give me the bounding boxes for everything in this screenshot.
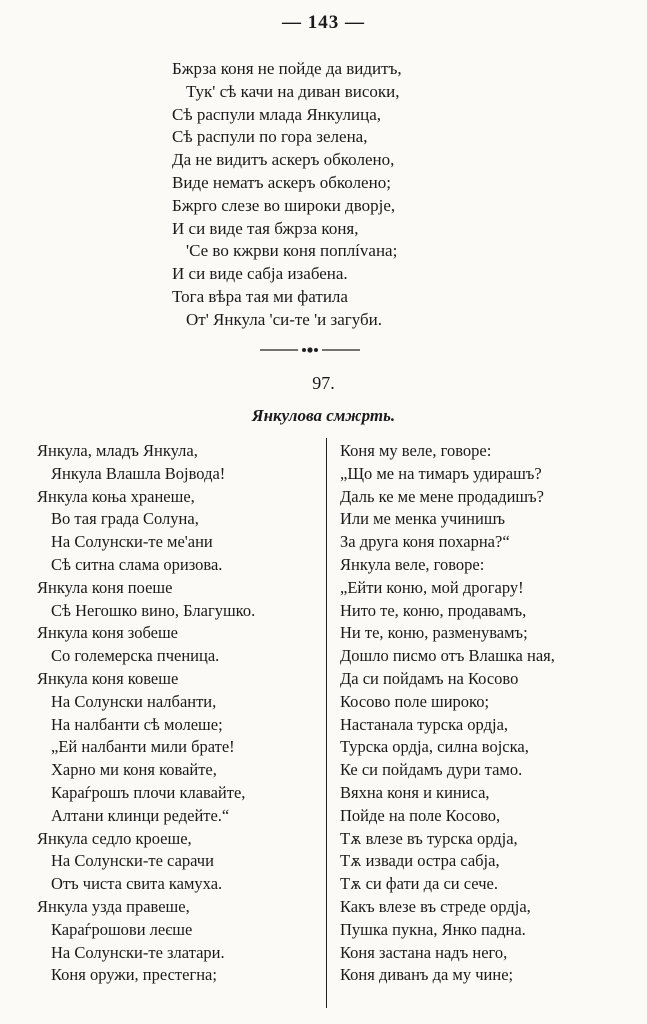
- verse-line: Настанала турска ордја,: [340, 714, 509, 734]
- verse-line: Отъ чиста свита камуха.: [51, 874, 223, 894]
- verse-line: Тѫ извади остра сабја,: [340, 851, 500, 871]
- verse-line: „Ейти коню, мой дрогару!: [340, 577, 524, 597]
- song-title: Янкулова смжрть.: [251, 406, 396, 425]
- verse-line: Караѓрошъ плочи клавайте,: [51, 782, 246, 802]
- verse-line: Янкула Влашла Војвода!: [51, 463, 226, 483]
- verse-line: Бжрза коня не пойде да видитъ,: [172, 59, 402, 78]
- verse-line: И си виде тая бжрза коня,: [172, 218, 359, 238]
- verse-line: За друга коня похарна?“: [340, 532, 510, 552]
- verse-line: Пойде на поле Косово,: [340, 805, 501, 825]
- verse-line: Ке си пойдамъ дури тамо.: [340, 760, 523, 780]
- verse-line: Ни те, коню, разменувамъ;: [340, 623, 528, 643]
- verse-line: Янкула седло кроеше,: [37, 828, 192, 848]
- verse-line: Коня диванъ да му чине;: [340, 965, 514, 985]
- verse-line: Со големерска пченица.: [51, 646, 220, 666]
- verse-line: Янкула коня поеше: [37, 577, 173, 597]
- verse-line: Сѣ распули млада Янкулица,: [172, 104, 382, 124]
- verse-line: Алтани клинци редейте.“: [51, 805, 230, 825]
- verse-line: Янкула коня зобеше: [37, 623, 178, 643]
- verse-line: Коня оружи, престегна;: [51, 965, 217, 985]
- verse-line: Нито те, коню, продавамъ,: [340, 600, 527, 620]
- verse-line: Во тая града Солуна,: [51, 509, 199, 529]
- verse-line: На Солунски-те златари.: [51, 942, 225, 962]
- verse-line: Караѓрошови леєше: [51, 919, 193, 939]
- verse-line: Тѫ влезе въ турска ордја,: [340, 828, 518, 848]
- verse-line: Да си пойдамъ на Косово: [340, 668, 519, 688]
- verse-line: „Ей налбанти мили брате!: [51, 737, 235, 757]
- verse-line: 'Се во кжрви коня поплívана;: [186, 241, 398, 261]
- verse-line: На Солунски-те ме'ани: [51, 532, 213, 552]
- verse-line: Янкула веле, говоре:: [340, 554, 485, 574]
- verse-line: Сѣ ситна слама оризова.: [51, 554, 223, 574]
- verse-line: Сѣ Негошко вино, Благушко.: [51, 600, 256, 620]
- left-verse-column: [37, 440, 255, 987]
- verse-line: И си виде сабја изабена.: [172, 264, 348, 284]
- song-number: 97.: [312, 373, 335, 393]
- verse-line: Тук' сѣ качи на диван високи,: [186, 81, 400, 101]
- verse-line: Тога вѣра тая ми фатила: [172, 286, 348, 306]
- verse-line: Харно ми коня ковайте,: [51, 760, 217, 780]
- verse-line: Турска ордја, силна војска,: [340, 737, 529, 757]
- verse-line: Вяхна коня и киниса,: [340, 782, 490, 802]
- verse-line: „Що ме на тимаръ удирашъ?: [340, 463, 542, 483]
- ornament-divider: [258, 344, 362, 356]
- verse-line: Пушка пукна, Янко падна.: [340, 919, 526, 939]
- verse-line: На Солунски налбанти,: [51, 691, 217, 711]
- verse-line: Дошло писмо отъ Влашка ная,: [340, 646, 555, 666]
- verse-line: Виде нематъ аскеръ обколено;: [172, 172, 391, 192]
- verse-line: Бжрго слезе во широки дворје,: [172, 195, 396, 215]
- page-number: — 143 —: [282, 12, 365, 33]
- verse-line: Янкула, младъ Янкула,: [37, 441, 198, 460]
- verse-line: Или ме менка учинишъ: [340, 509, 506, 529]
- verse-line: На налбанти сѣ молеше;: [51, 714, 223, 734]
- verse-line: Янкула узда правеше,: [37, 896, 190, 916]
- verse-line: От' Янкула 'си-те 'и загуби.: [186, 309, 383, 329]
- verse-line: Тѫ си фати да си сече.: [340, 874, 498, 894]
- verse-line: Да не видитъ аскеръ обколено,: [172, 150, 395, 170]
- verse-line: Даль ке ме мене продадишъ?: [340, 486, 544, 506]
- verse-line: Косово поле широко;: [340, 691, 490, 711]
- verse-line: Сѣ распули по гора зелена,: [172, 127, 368, 147]
- verse-line: Какъ влезе въ стреде ордја,: [340, 896, 531, 916]
- verse-line: Коня застана надъ него,: [340, 942, 508, 962]
- verse-line: Янкула коња хранеше,: [37, 486, 195, 506]
- verse-line: Коня му веле, говоре:: [340, 441, 492, 460]
- verse-line: Янкула коня ковеше: [37, 668, 179, 688]
- column-divider: [326, 438, 327, 1008]
- right-verse-column: [340, 440, 555, 987]
- verse-line: На Солунски-те сарачи: [51, 851, 214, 871]
- top-poem: [172, 58, 402, 332]
